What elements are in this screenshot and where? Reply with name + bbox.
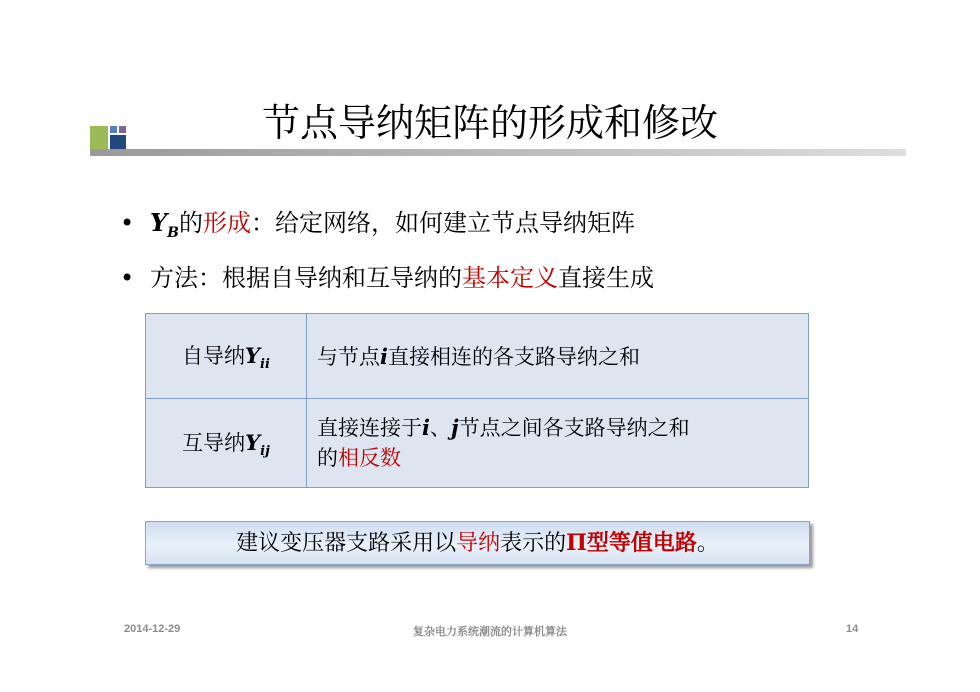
bullet-highlight: 基本定义 [462, 264, 558, 292]
mutual-admittance-label [146, 399, 307, 488]
note-text: 。 [696, 531, 719, 556]
var-y: Y [150, 208, 168, 237]
desc-highlight: 相反数 [338, 446, 401, 470]
desc-text: 的 [317, 446, 338, 470]
footer-course-title: 复杂电力系统潮流的计算机算法 [413, 626, 567, 638]
var-subscript: ii [260, 357, 270, 373]
logo-block-purple [119, 126, 126, 133]
page-number: 14 [846, 623, 859, 635]
note-text: 建议变压器支路采用以 [236, 531, 457, 556]
var-i: i [422, 415, 430, 440]
table-row [146, 314, 809, 399]
logo-block-blue [110, 126, 117, 133]
desc-text: 直接相连的各支路导纳之和 [387, 345, 640, 369]
bullet-text: 直接生成 [558, 264, 654, 292]
title-divider [90, 149, 906, 156]
bullet-formation [120, 203, 635, 241]
desc-separator: 、 [429, 416, 451, 440]
var-subscript: ij [260, 444, 270, 460]
bullet-method [120, 258, 654, 293]
self-admittance-label [146, 314, 307, 399]
bullet-text: 的 [178, 209, 203, 237]
bullet-dot: • [120, 264, 135, 292]
self-admittance-desc [307, 314, 809, 399]
footer-date: 2014-12-29 [124, 623, 181, 635]
note-text: 表示的 [500, 531, 567, 556]
var-subscript: B [167, 224, 179, 241]
transformer-note [145, 521, 810, 565]
var-y: Y [245, 342, 261, 368]
desc-text: 节点之间各支路导纳之和 [458, 416, 690, 440]
var-j: j [450, 415, 459, 440]
var-y: Y [245, 429, 261, 455]
label-text: 自导纳 [182, 343, 246, 368]
bullet-dot: • [120, 209, 135, 237]
desc-text: 与节点 [317, 345, 380, 369]
slide-title: 节点导纳矩阵的形成和修改 [261, 101, 718, 145]
table-row [146, 399, 809, 488]
bullet-highlight: 形成 [202, 209, 251, 237]
bullet-text: 方法：根据自导纳和互导纳的 [150, 264, 462, 292]
bullet-text: ：给定网络，如何建立节点导纳矩阵 [250, 209, 635, 237]
note-highlight-bold: Π型等值电路 [566, 530, 697, 556]
label-text: 互导纳 [182, 430, 246, 455]
note-highlight: 导纳 [456, 531, 501, 556]
mutual-admittance-desc [307, 399, 809, 488]
var-i: i [380, 344, 388, 369]
desc-text: 直接连接于 [317, 416, 422, 440]
definition-table [145, 313, 809, 488]
